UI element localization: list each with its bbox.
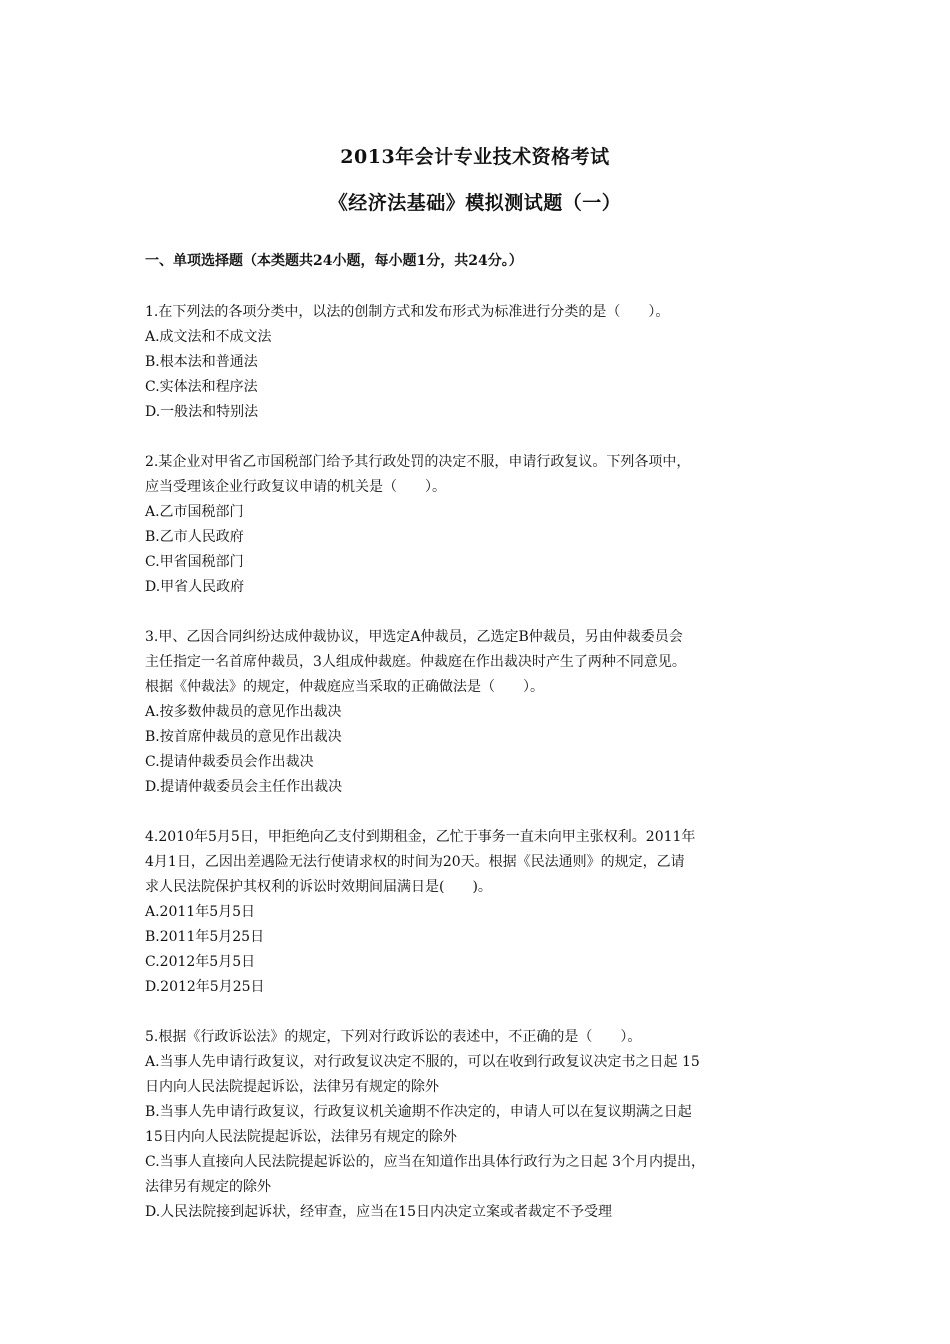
option-b: B.2011年5月25日 xyxy=(145,929,265,945)
option-a: A.乙市国税部门 xyxy=(145,504,244,520)
option-a: A.当事人先申请行政复议，对行政复议决定不服的，可以在收到行政复议决定书之日起 15 xyxy=(145,1054,700,1070)
option-c: C.2012年5月5日 xyxy=(145,954,256,970)
question-1 xyxy=(145,300,825,425)
option-c: C.甲省国税部门 xyxy=(145,554,244,570)
option-a-continued: 日内向人民法院提起诉讼，法律另有规定的除外 xyxy=(145,1079,439,1095)
question-stem-line: 求人民法院保护其权利的诉讼时效期间届满日是( )。 xyxy=(145,879,492,895)
option-b: B.当事人先申请行政复议，行政复议机关逾期不作决定的，申请人可以在复议期满之日起 xyxy=(145,1104,692,1120)
document-subtitle: 《经济法基础》模拟测试题（一） xyxy=(328,192,622,214)
question-stem-line: 主任指定一名首席仲裁员，3人组成仲裁庭。仲裁庭在作出裁决时产生了两种不同意见。 xyxy=(145,654,686,670)
question-3 xyxy=(145,625,825,800)
question-stem-line: 1.在下列法的各项分类中，以法的创制方式和发布形式为标准进行分类的是（ ）。 xyxy=(145,304,670,320)
question-2 xyxy=(145,450,825,600)
option-c: C.实体法和程序法 xyxy=(145,379,258,395)
document-title: 2013年会计专业技术资格考试 xyxy=(340,146,610,168)
question-list xyxy=(145,300,825,1250)
question-stem-line: 3.甲、乙因合同纠纷达成仲裁协议，甲选定A仲裁员，乙选定B仲裁员，另由仲裁委员会 xyxy=(145,629,683,645)
option-b: B.根本法和普通法 xyxy=(145,354,258,370)
option-d: D.一般法和特别法 xyxy=(145,404,259,420)
option-a: A.按多数仲裁员的意见作出裁决 xyxy=(145,704,342,720)
option-d: D.人民法院接到起诉状，经审查，应当在15日内决定立案或者裁定不予受理 xyxy=(145,1204,612,1220)
option-c: C.当事人直接向人民法院提起诉讼的，应当在知道作出具体行政行为之日起 3个月内提出， xyxy=(145,1154,706,1170)
option-a: A.2011年5月5日 xyxy=(145,904,256,920)
option-b: B.按首席仲裁员的意见作出裁决 xyxy=(145,729,342,745)
option-d: D.提请仲裁委员会主任作出裁决 xyxy=(145,779,343,795)
question-4 xyxy=(145,825,825,1000)
option-c-continued: 法律另有规定的除外 xyxy=(145,1179,271,1195)
option-b-continued: 15日内向人民法院提起诉讼，法律另有规定的除外 xyxy=(145,1129,457,1145)
option-d: D.2012年5月25日 xyxy=(145,979,265,995)
question-stem-line: 4.2010年5月5日，甲拒绝向乙支付到期租金，乙忙于事务一直未向甲主张权利。2011年 xyxy=(145,829,696,845)
option-b: B.乙市人民政府 xyxy=(145,529,244,545)
question-stem-line: 4月1日，乙因出差遇险无法行使请求权的时间为20天。根据《民法通则》的规定，乙请 xyxy=(145,854,685,870)
option-a: A.成文法和不成文法 xyxy=(145,329,272,345)
section-heading: 一、单项选择题（本类题共24小题，每小题1分，共24分。） xyxy=(145,253,523,269)
option-c: C.提请仲裁委员会作出裁决 xyxy=(145,754,314,770)
question-5 xyxy=(145,1025,825,1225)
question-stem-line: 2.某企业对甲省乙市国税部门给予其行政处罚的决定不服，申请行政复议。下列各项中， xyxy=(145,454,691,470)
question-stem-line: 应当受理该企业行政复议申请的机关是（ ）。 xyxy=(145,479,446,495)
question-stem-line: 5.根据《行政诉讼法》的规定，下列对行政诉讼的表述中，不正确的是（ ）。 xyxy=(145,1029,642,1045)
question-stem-line: 根据《仲裁法》的规定，仲裁庭应当采取的正确做法是（ ）。 xyxy=(145,679,544,695)
option-d: D.甲省人民政府 xyxy=(145,579,245,595)
